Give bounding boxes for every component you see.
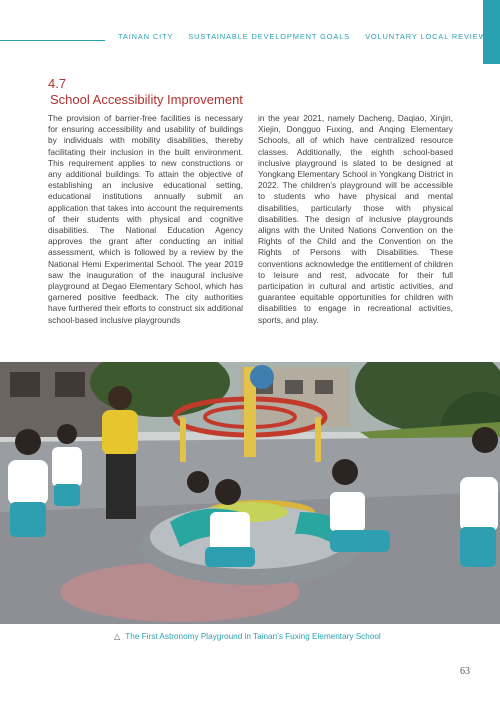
section-number: 4.7 [48, 76, 67, 91]
header-rule [0, 40, 105, 41]
page-number: 63 [460, 666, 470, 677]
photo-caption-text: The First Astronomy Playground in Tainan’s Fuxing Elementary School [125, 632, 381, 641]
body-text-right-column: in the year 2021, namely Dacheng, Daqiao, Xinjin, Xiejin, Dongguo Fuxing, and Anqing Elementary Schools, all of which have centralized resource classes. Additionally, the eighth school-based inclusive playground is slated to be designed at Yongkang Elementary School in Yongkang District in 2022. The children’s playground will be accessible to students who have physical and mental disabilities, particularly those with physical disabilities. The design of inclusive playgrounds aligns with the United Nations Convention on the Rights of the Child and the Convention on the Rights of Persons with Disabilities. These conventions acknowledge the entitlement of children to leisure and rest, advocate for their full participation in cultural and artistic activities, and guarantee equitable opportunities for children with disabilities to engage in recreational activities, sports, and play. [258, 113, 453, 325]
header-item-city: TAINAN CITY [118, 32, 174, 41]
playground-photo [0, 362, 500, 624]
header-item-sdg: SUSTAINABLE DEVELOPMENT GOALS [188, 32, 351, 41]
running-header [118, 32, 487, 41]
body-text-left-column: The provision of barrier-free facilities is necessary for ensuring accessibility and usability of buildings by individuals with mobility disabilities, thereby facilitating their inclusion in the built environment. This requirement applies to new constructions or any additional buildings. To attain the objective of establishing an inclusive educational setting, educational institutions annually submit an application that takes into account the requirements of their students with physical and cognitive disabilities. The National Education Agency approves the grant after conducting an initial assessment, which is followed by a review by the National Hemi Experimental School. The year 2019 saw the inauguration of the inaugural inclusive playground at Degao Elementary School, which has garnered positive feedback. The city authorities have furthered their efforts to construct six additional school-based inclusive playgrounds [48, 113, 243, 325]
photo-caption [114, 631, 381, 641]
header-item-vlr: VOLUNTARY LOCAL REVIEW [365, 32, 487, 41]
section-title: School Accessibility Improvement [50, 92, 243, 107]
triangle-icon: △ [114, 632, 121, 641]
